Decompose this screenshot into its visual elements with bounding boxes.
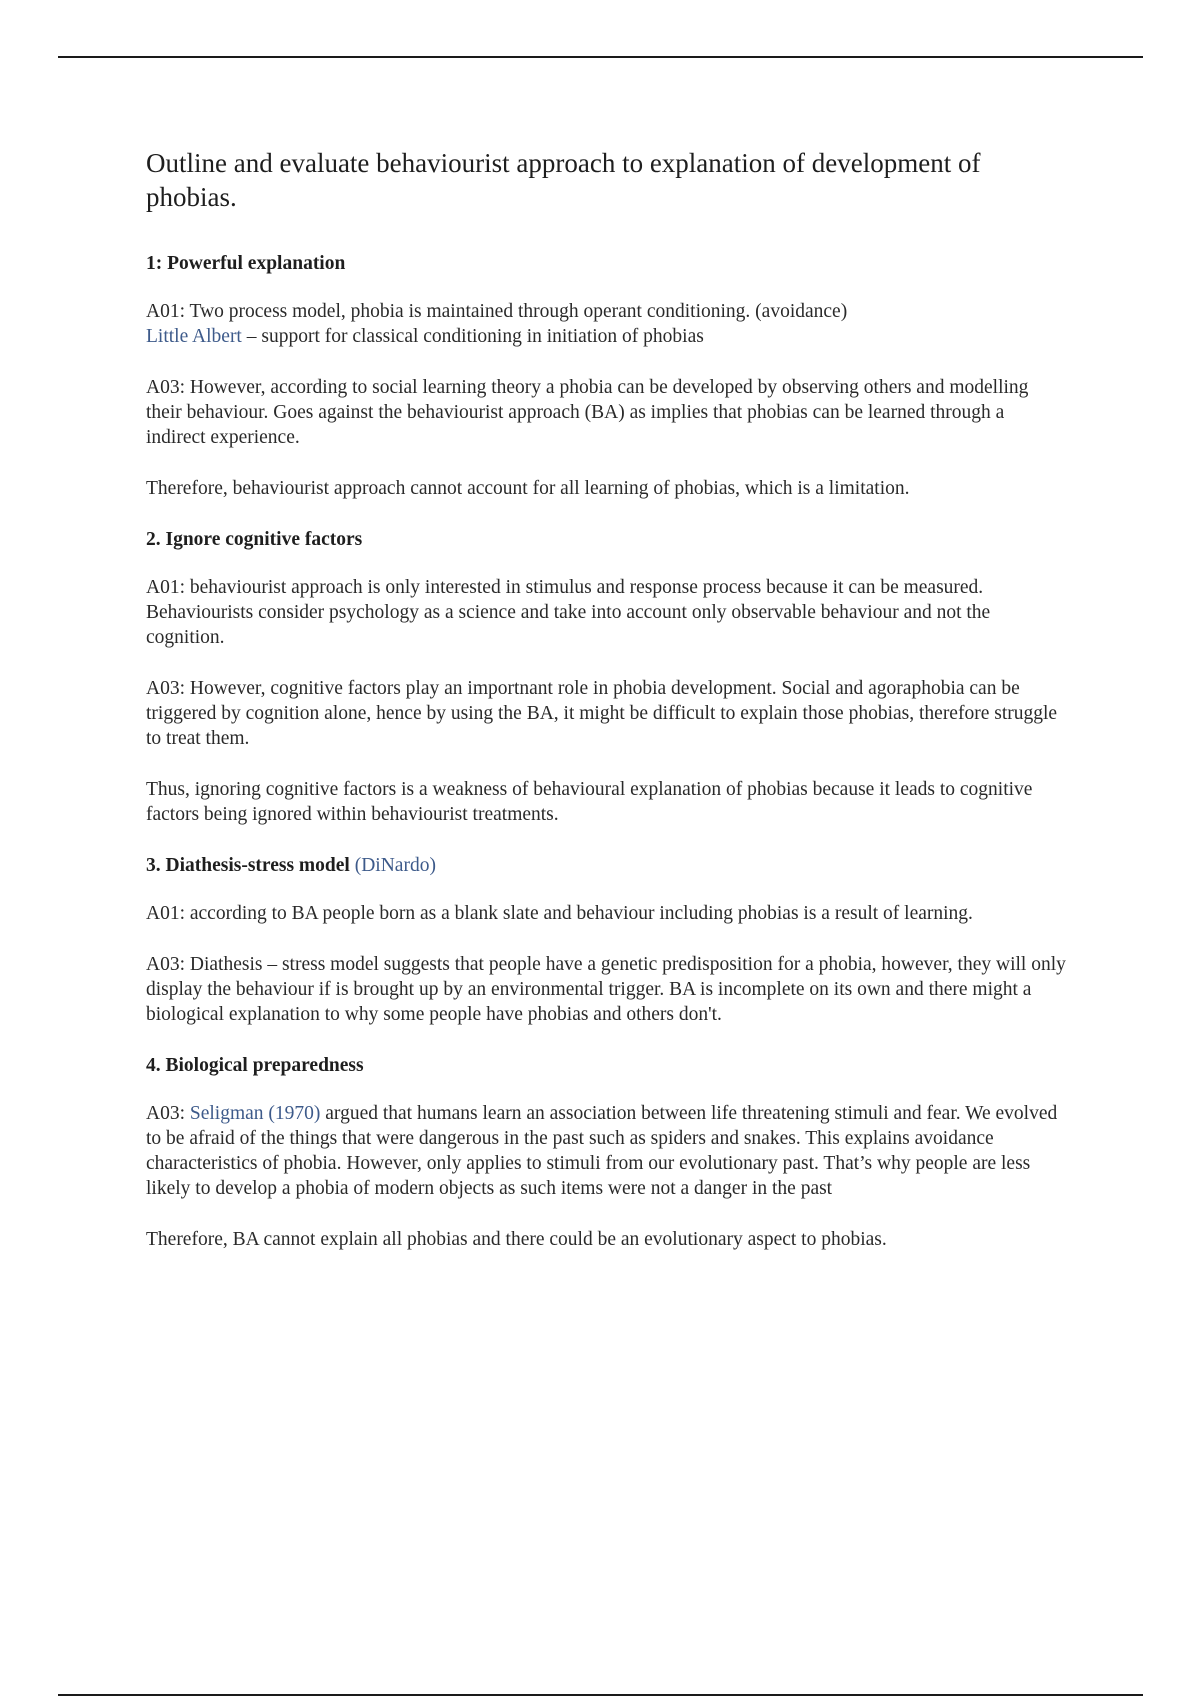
link-dinardo[interactable]: (DiNardo) [354, 855, 436, 876]
paragraph-a03 [146, 1101, 1066, 1201]
section-heading: 4. Biological preparedness [146, 1055, 364, 1076]
document-title: Outline and evaluate behaviourist approach to explanation of development of phobias. [146, 148, 981, 212]
paragraph-conclusion: Therefore, BA cannot explain all phobias and there could be an evolutionary aspect to phobias. [146, 1229, 887, 1250]
paragraph-a03: A03: However, cognitive factors play an importnant role in phobia development. Social and agoraphobia can be triggered by cognition alone, hence by using the BA, it might be difficult to explain those phobias, therefore struggle to treat them. [146, 678, 1058, 749]
section-heading-text: 3. Diathesis-stress model [146, 855, 350, 876]
section-heading: 2. Ignore cognitive factors [146, 529, 363, 550]
section-powerful-explanation [146, 251, 1066, 501]
link-seligman[interactable]: Seligman (1970) [189, 1103, 321, 1124]
section-heading [146, 853, 1066, 878]
top-rule [58, 56, 1143, 58]
paragraph-line [146, 324, 1066, 349]
paragraph-a03: A03: Diathesis – stress model suggests that people have a genetic predisposition for a phobia, however, they will only display the behaviour if is brought up by an environmental trigger. BA is incomplete on its own and there might a biological explanation to why some people have phobias and others don't. [146, 954, 1066, 1025]
paragraph-a03: A03: However, according to social learning theory a phobia can be developed by observing others and modelling their behaviour. Goes against the behaviourist approach (BA) as implies that phobias can be learned through a indirect experience. [146, 377, 1029, 448]
link-little-albert[interactable]: Little Albert [146, 326, 242, 347]
paragraph-a01: A01: according to BA people born as a blank slate and behaviour including phobias is a result of learning. [146, 903, 973, 924]
document-body [146, 146, 1066, 1278]
paragraph-text: – support for classical conditioning in initiation of phobias [241, 326, 704, 347]
bottom-rule [58, 1694, 1143, 1696]
paragraph-a01 [146, 299, 1066, 349]
section-diathesis-stress [146, 853, 1066, 1027]
paragraph-text: argued that humans learn an association between life threatening stimuli and fear. We evolved to be afraid of the things that were dangerous in the past such as spiders and snakes. This explains avoidance characteristics of phobia. However, only applies to stimuli from our evolutionary past. That’s why people are less likely to develop a phobia of modern objects as such items were not a danger in the past [146, 1103, 1058, 1199]
paragraph-text: A03: [146, 1103, 190, 1124]
paragraph-line: A01: Two process model, phobia is maintained through operant conditioning. (avoidance) [146, 301, 848, 322]
paragraph-a01: A01: behaviourist approach is only interested in stimulus and response process because it can be measured. Behaviourists consider psychology as a science and take into account only observable behaviour and not the cognition. [146, 577, 991, 648]
section-ignore-cognitive-factors [146, 527, 1066, 827]
paragraph-conclusion: Therefore, behaviourist approach cannot account for all learning of phobias, which is a limitation. [146, 478, 910, 499]
paragraph-conclusion: Thus, ignoring cognitive factors is a weakness of behavioural explanation of phobias because it leads to cognitive factors being ignored within behaviourist treatments. [146, 779, 1033, 825]
section-heading: 1: Powerful explanation [146, 253, 346, 274]
section-biological-preparedness [146, 1053, 1066, 1252]
